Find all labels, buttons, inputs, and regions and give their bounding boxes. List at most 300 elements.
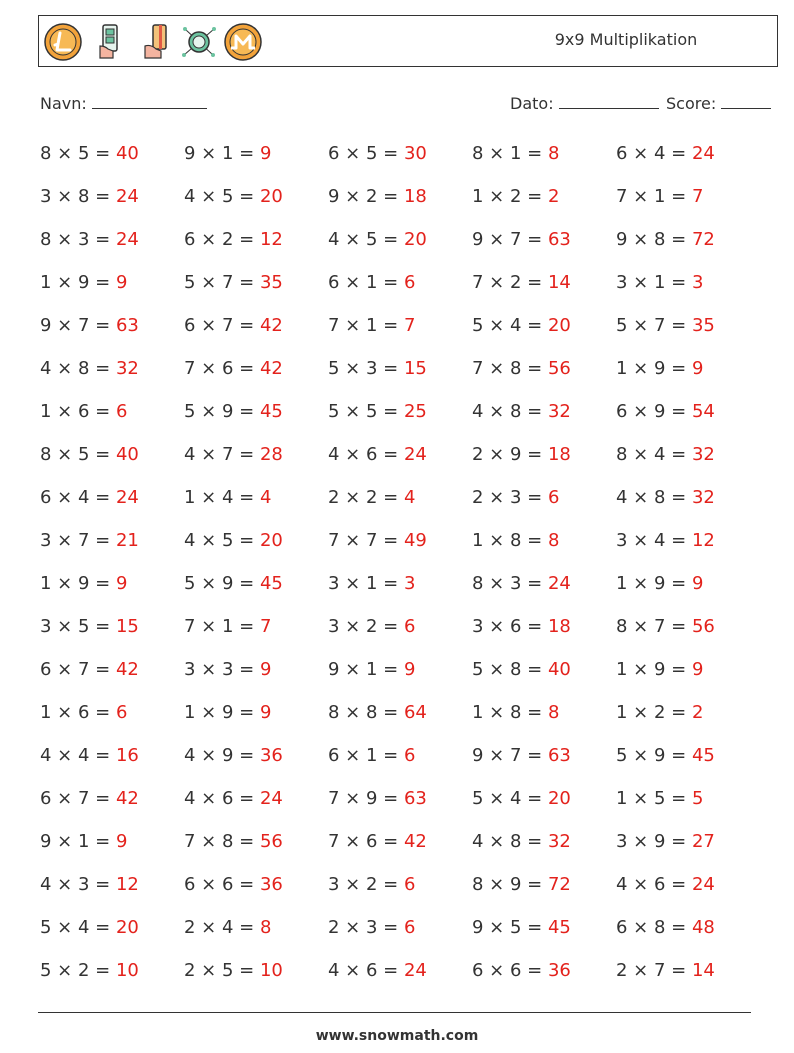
problem-question: 8 × 9 =: [472, 874, 548, 895]
problem-answer: 56: [259, 831, 283, 852]
problem-question: 8 × 5 =: [40, 444, 116, 465]
problem-cell: [472, 573, 571, 594]
problem-answer: 45: [691, 745, 715, 766]
footer-url: www.snowmath.com: [315, 1028, 479, 1044]
litecoin-icon: [43, 22, 83, 62]
problem-answer: 35: [691, 315, 715, 336]
problem-cell: [184, 702, 271, 723]
problem-answer: 18: [547, 616, 571, 637]
problem-question: 8 × 8 =: [328, 702, 404, 723]
problem-answer: 63: [547, 229, 571, 250]
problem-question: 5 × 4 =: [472, 788, 548, 809]
worksheet-title: 9x9 Multiplikation: [554, 30, 698, 49]
problem-cell: [40, 917, 139, 938]
problem-answer: 15: [403, 358, 427, 379]
problem-cell: [184, 616, 271, 637]
problem-answer: 42: [403, 831, 427, 852]
problem-question: 9 × 7 =: [472, 229, 548, 250]
problem-answer: 6: [403, 745, 416, 766]
problem-question: 5 × 3 =: [328, 358, 404, 379]
problem-answer: 42: [115, 788, 139, 809]
problem-question: 4 × 8 =: [616, 487, 692, 508]
problem-question: 3 × 3 =: [184, 659, 260, 680]
problem-cell: [472, 272, 571, 293]
problem-cell: [40, 229, 139, 250]
problem-answer: 6: [115, 401, 128, 422]
problem-question: 2 × 5 =: [184, 960, 260, 981]
problem-cell: [616, 831, 715, 852]
problem-cell: [40, 358, 139, 379]
problem-cell: [616, 487, 715, 508]
problem-cell: [184, 358, 283, 379]
problem-question: 5 × 7 =: [616, 315, 692, 336]
name-label: Navn:: [40, 94, 87, 113]
problem-cell: [328, 788, 427, 809]
problem-cell: [40, 960, 139, 981]
problem-cell: [184, 401, 283, 422]
problem-answer: 6: [403, 874, 416, 895]
problem-question: 2 × 3 =: [472, 487, 548, 508]
problem-question: 4 × 8 =: [40, 358, 116, 379]
problem-cell: [40, 616, 139, 637]
problem-question: 5 × 4 =: [40, 917, 116, 938]
problem-answer: 20: [115, 917, 139, 938]
problem-question: 9 × 1 =: [40, 831, 116, 852]
problem-cell: [616, 272, 703, 293]
problem-cell: [40, 573, 127, 594]
problem-cell: [40, 788, 139, 809]
problem-question: 1 × 9 =: [616, 573, 692, 594]
problem-answer: 6: [115, 702, 128, 723]
problem-cell: [616, 186, 703, 207]
problem-question: 2 × 2 =: [328, 487, 404, 508]
problem-answer: 9: [115, 831, 128, 852]
problem-answer: 24: [115, 487, 139, 508]
problem-cell: [616, 702, 703, 723]
problem-question: 1 × 8 =: [472, 530, 548, 551]
problem-question: 9 × 8 =: [616, 229, 692, 250]
problem-row: [40, 869, 760, 912]
problem-answer: 45: [259, 401, 283, 422]
problem-answer: 12: [691, 530, 715, 551]
problem-question: 7 × 6 =: [184, 358, 260, 379]
name-blank[interactable]: [92, 93, 207, 109]
problem-answer: 9: [115, 272, 128, 293]
problem-answer: 63: [403, 788, 427, 809]
problem-answer: 24: [547, 573, 571, 594]
problem-answer: 16: [115, 745, 139, 766]
problem-row: [40, 955, 760, 998]
problem-cell: [40, 874, 139, 895]
problem-answer: 56: [547, 358, 571, 379]
problem-question: 4 × 6 =: [184, 788, 260, 809]
problem-cell: [184, 530, 283, 551]
problem-question: 4 × 5 =: [328, 229, 404, 250]
problem-row: [40, 138, 760, 181]
date-blank[interactable]: [559, 93, 659, 109]
problem-answer: 40: [547, 659, 571, 680]
problem-question: 9 × 7 =: [472, 745, 548, 766]
problem-answer: 24: [403, 960, 427, 981]
problem-question: 6 × 2 =: [184, 229, 260, 250]
problem-cell: [328, 186, 427, 207]
problem-cell: [472, 616, 571, 637]
problem-question: 6 × 6 =: [472, 960, 548, 981]
problem-answer: 20: [259, 530, 283, 551]
problem-answer: 48: [691, 917, 715, 938]
problem-cell: [184, 487, 271, 508]
problem-cell: [616, 229, 715, 250]
problem-question: 3 × 7 =: [40, 530, 116, 551]
problem-answer: 9: [691, 659, 704, 680]
problem-cell: [40, 401, 127, 422]
problem-question: 6 × 9 =: [616, 401, 692, 422]
score-blank[interactable]: [721, 93, 771, 109]
problem-question: 3 × 4 =: [616, 530, 692, 551]
problem-question: 3 × 1 =: [328, 573, 404, 594]
problem-answer: 24: [259, 788, 283, 809]
problem-answer: 28: [259, 444, 283, 465]
problem-cell: [328, 272, 415, 293]
problem-cell: [328, 616, 415, 637]
footer-divider: [38, 1012, 751, 1013]
problem-cell: [616, 573, 703, 594]
problem-question: 1 × 5 =: [616, 788, 692, 809]
problem-answer: 18: [403, 186, 427, 207]
problem-answer: 4: [259, 487, 272, 508]
problem-cell: [40, 143, 139, 164]
problem-cell: [616, 444, 715, 465]
problem-answer: 7: [259, 616, 272, 637]
date-field: [510, 93, 659, 113]
problem-question: 9 × 1 =: [184, 143, 260, 164]
problem-answer: 9: [115, 573, 128, 594]
problem-question: 5 × 9 =: [616, 745, 692, 766]
problem-question: 6 × 4 =: [616, 143, 692, 164]
problem-cell: [616, 315, 715, 336]
problem-question: 9 × 7 =: [40, 315, 116, 336]
card-payment-icon: [137, 22, 177, 62]
problem-question: 6 × 7 =: [40, 788, 116, 809]
monero-icon: [223, 22, 263, 62]
problem-question: 8 × 5 =: [40, 143, 116, 164]
problem-answer: 32: [547, 831, 571, 852]
problem-answer: 45: [259, 573, 283, 594]
problem-cell: [472, 444, 571, 465]
problem-question: 7 × 8 =: [472, 358, 548, 379]
problem-answer: 6: [547, 487, 560, 508]
problem-cell: [328, 831, 427, 852]
problem-answer: 10: [259, 960, 283, 981]
problem-question: 5 × 5 =: [328, 401, 404, 422]
problem-cell: [472, 530, 559, 551]
problem-cell: [40, 487, 139, 508]
problem-answer: 56: [691, 616, 715, 637]
name-field: [40, 93, 207, 113]
problem-cell: [328, 530, 427, 551]
problem-answer: 24: [691, 874, 715, 895]
problem-cell: [40, 659, 139, 680]
problem-cell: [328, 960, 427, 981]
problem-cell: [328, 874, 415, 895]
problem-question: 5 × 9 =: [184, 573, 260, 594]
problem-cell: [472, 401, 571, 422]
problem-cell: [616, 616, 715, 637]
problem-question: 1 × 9 =: [40, 573, 116, 594]
problem-row: [40, 181, 760, 224]
problem-cell: [184, 573, 283, 594]
problem-answer: 6: [403, 616, 416, 637]
problem-cell: [472, 186, 559, 207]
problem-answer: 8: [259, 917, 272, 938]
problem-question: 8 × 3 =: [472, 573, 548, 594]
problem-question: 3 × 2 =: [328, 874, 404, 895]
problem-answer: 42: [259, 358, 283, 379]
problem-answer: 2: [547, 186, 560, 207]
problem-question: 4 × 6 =: [328, 444, 404, 465]
problem-question: 7 × 9 =: [328, 788, 404, 809]
problem-answer: 32: [115, 358, 139, 379]
problem-question: 2 × 9 =: [472, 444, 548, 465]
problem-question: 4 × 8 =: [472, 831, 548, 852]
problem-question: 1 × 9 =: [616, 659, 692, 680]
problem-question: 9 × 2 =: [328, 186, 404, 207]
problem-question: 6 × 6 =: [184, 874, 260, 895]
problem-answer: 35: [259, 272, 283, 293]
problem-question: 9 × 5 =: [472, 917, 548, 938]
problem-cell: [184, 143, 271, 164]
problem-question: 4 × 7 =: [184, 444, 260, 465]
header-box: [38, 15, 778, 67]
problem-question: 2 × 4 =: [184, 917, 260, 938]
problem-row: [40, 697, 760, 740]
problem-cell: [184, 659, 271, 680]
problem-cell: [472, 358, 571, 379]
problem-cell: [472, 315, 571, 336]
problem-answer: 9: [403, 659, 416, 680]
problem-question: 1 × 8 =: [472, 702, 548, 723]
problem-answer: 72: [547, 874, 571, 895]
problem-question: 5 × 9 =: [184, 401, 260, 422]
problem-cell: [40, 702, 127, 723]
score-label: Score:: [666, 94, 717, 113]
problem-cell: [328, 745, 415, 766]
problem-cell: [328, 401, 427, 422]
problem-question: 5 × 4 =: [472, 315, 548, 336]
problem-answer: 42: [115, 659, 139, 680]
problem-answer: 10: [115, 960, 139, 981]
problem-cell: [184, 874, 283, 895]
problem-row: [40, 267, 760, 310]
problem-question: 1 × 4 =: [184, 487, 260, 508]
problem-cell: [328, 315, 415, 336]
problem-answer: 7: [691, 186, 704, 207]
problem-answer: 6: [403, 272, 416, 293]
problem-cell: [184, 186, 283, 207]
problem-answer: 21: [115, 530, 139, 551]
problem-answer: 6: [403, 917, 416, 938]
problem-question: 6 × 7 =: [184, 315, 260, 336]
problem-cell: [40, 444, 139, 465]
problem-answer: 12: [259, 229, 283, 250]
problem-question: 5 × 8 =: [472, 659, 548, 680]
problem-answer: 18: [547, 444, 571, 465]
problem-cell: [472, 702, 559, 723]
problem-cell: [184, 831, 283, 852]
problem-cell: [184, 229, 283, 250]
problem-cell: [616, 358, 703, 379]
problem-answer: 54: [691, 401, 715, 422]
problem-cell: [472, 487, 559, 508]
problem-answer: 8: [547, 143, 560, 164]
problem-answer: 3: [691, 272, 704, 293]
problem-answer: 32: [691, 444, 715, 465]
problem-cell: [472, 874, 571, 895]
problem-cell: [184, 444, 283, 465]
problem-cell: [472, 659, 571, 680]
problem-cell: [472, 229, 571, 250]
problem-question: 3 × 8 =: [40, 186, 116, 207]
problem-row: [40, 310, 760, 353]
problem-answer: 40: [115, 143, 139, 164]
problem-cell: [472, 788, 571, 809]
problem-answer: 45: [547, 917, 571, 938]
problem-answer: 9: [259, 659, 272, 680]
problem-question: 7 × 2 =: [472, 272, 548, 293]
problem-cell: [40, 745, 139, 766]
problem-answer: 8: [547, 530, 560, 551]
problem-question: 4 × 5 =: [184, 530, 260, 551]
problem-row: [40, 783, 760, 826]
problem-answer: 24: [115, 186, 139, 207]
problem-cell: [472, 917, 571, 938]
problem-question: 1 × 6 =: [40, 401, 116, 422]
problem-answer: 20: [547, 315, 571, 336]
problem-answer: 63: [115, 315, 139, 336]
problem-question: 2 × 7 =: [616, 960, 692, 981]
problem-row: [40, 654, 760, 697]
problem-cell: [472, 831, 571, 852]
problem-question: 6 × 1 =: [328, 745, 404, 766]
problem-answer: 36: [259, 874, 283, 895]
problem-question: 2 × 3 =: [328, 917, 404, 938]
problem-question: 3 × 5 =: [40, 616, 116, 637]
problem-cell: [184, 788, 283, 809]
problem-question: 1 × 2 =: [472, 186, 548, 207]
problem-answer: 9: [691, 358, 704, 379]
problem-answer: 3: [403, 573, 416, 594]
problem-cell: [184, 960, 283, 981]
problem-cell: [616, 659, 703, 680]
problem-question: 5 × 2 =: [40, 960, 116, 981]
problem-question: 4 × 8 =: [472, 401, 548, 422]
problem-question: 8 × 1 =: [472, 143, 548, 164]
problem-question: 8 × 7 =: [616, 616, 692, 637]
problem-question: 7 × 7 =: [328, 530, 404, 551]
problem-question: 3 × 2 =: [328, 616, 404, 637]
problem-question: 9 × 1 =: [328, 659, 404, 680]
problem-row: [40, 396, 760, 439]
problem-question: 6 × 5 =: [328, 143, 404, 164]
score-field: [666, 93, 771, 113]
problem-answer: 36: [259, 745, 283, 766]
problem-question: 6 × 7 =: [40, 659, 116, 680]
problem-answer: 42: [259, 315, 283, 336]
problem-answer: 7: [403, 315, 416, 336]
problem-question: 5 × 7 =: [184, 272, 260, 293]
problem-cell: [328, 143, 427, 164]
problem-answer: 4: [403, 487, 416, 508]
problem-answer: 20: [403, 229, 427, 250]
problem-answer: 32: [547, 401, 571, 422]
problem-answer: 63: [547, 745, 571, 766]
problem-answer: 20: [547, 788, 571, 809]
problem-cell: [184, 745, 283, 766]
problem-question: 7 × 8 =: [184, 831, 260, 852]
problem-cell: [616, 530, 715, 551]
problem-cell: [616, 874, 715, 895]
problem-row: [40, 224, 760, 267]
problem-cell: [40, 831, 127, 852]
problem-cell: [184, 315, 283, 336]
problem-answer: 14: [547, 272, 571, 293]
problem-cell: [472, 960, 571, 981]
problem-cell: [40, 530, 139, 551]
problem-answer: 9: [259, 702, 272, 723]
date-label: Dato:: [510, 94, 554, 113]
problem-question: 6 × 8 =: [616, 917, 692, 938]
problem-question: 8 × 4 =: [616, 444, 692, 465]
problem-answer: 32: [691, 487, 715, 508]
problem-cell: [616, 401, 715, 422]
problem-cell: [328, 444, 427, 465]
problem-question: 4 × 6 =: [328, 960, 404, 981]
problem-row: [40, 482, 760, 525]
problem-row: [40, 740, 760, 783]
problem-answer: 27: [691, 831, 715, 852]
problem-answer: 20: [259, 186, 283, 207]
problem-question: 8 × 3 =: [40, 229, 116, 250]
problem-row: [40, 439, 760, 482]
problem-question: 7 × 1 =: [616, 186, 692, 207]
problem-cell: [616, 745, 715, 766]
problem-question: 7 × 1 =: [328, 315, 404, 336]
problem-answer: 15: [115, 616, 139, 637]
problem-cell: [328, 573, 415, 594]
problem-answer: 24: [403, 444, 427, 465]
problem-cell: [328, 358, 427, 379]
problem-question: 4 × 3 =: [40, 874, 116, 895]
problem-question: 6 × 4 =: [40, 487, 116, 508]
problem-answer: 12: [115, 874, 139, 895]
problem-row: [40, 568, 760, 611]
problem-answer: 64: [403, 702, 427, 723]
problem-row: [40, 525, 760, 568]
problem-answer: 9: [691, 573, 704, 594]
problem-question: 1 × 9 =: [616, 358, 692, 379]
problem-answer: 14: [691, 960, 715, 981]
phone-payment-icon: [91, 22, 131, 62]
problem-cell: [40, 315, 139, 336]
problem-cell: [328, 917, 415, 938]
problem-row: [40, 826, 760, 869]
problem-answer: 5: [691, 788, 704, 809]
problem-question: 7 × 1 =: [184, 616, 260, 637]
problem-question: 1 × 6 =: [40, 702, 116, 723]
bitcoin-network-icon: [179, 22, 219, 62]
problem-answer: 36: [547, 960, 571, 981]
problem-question: 4 × 9 =: [184, 745, 260, 766]
